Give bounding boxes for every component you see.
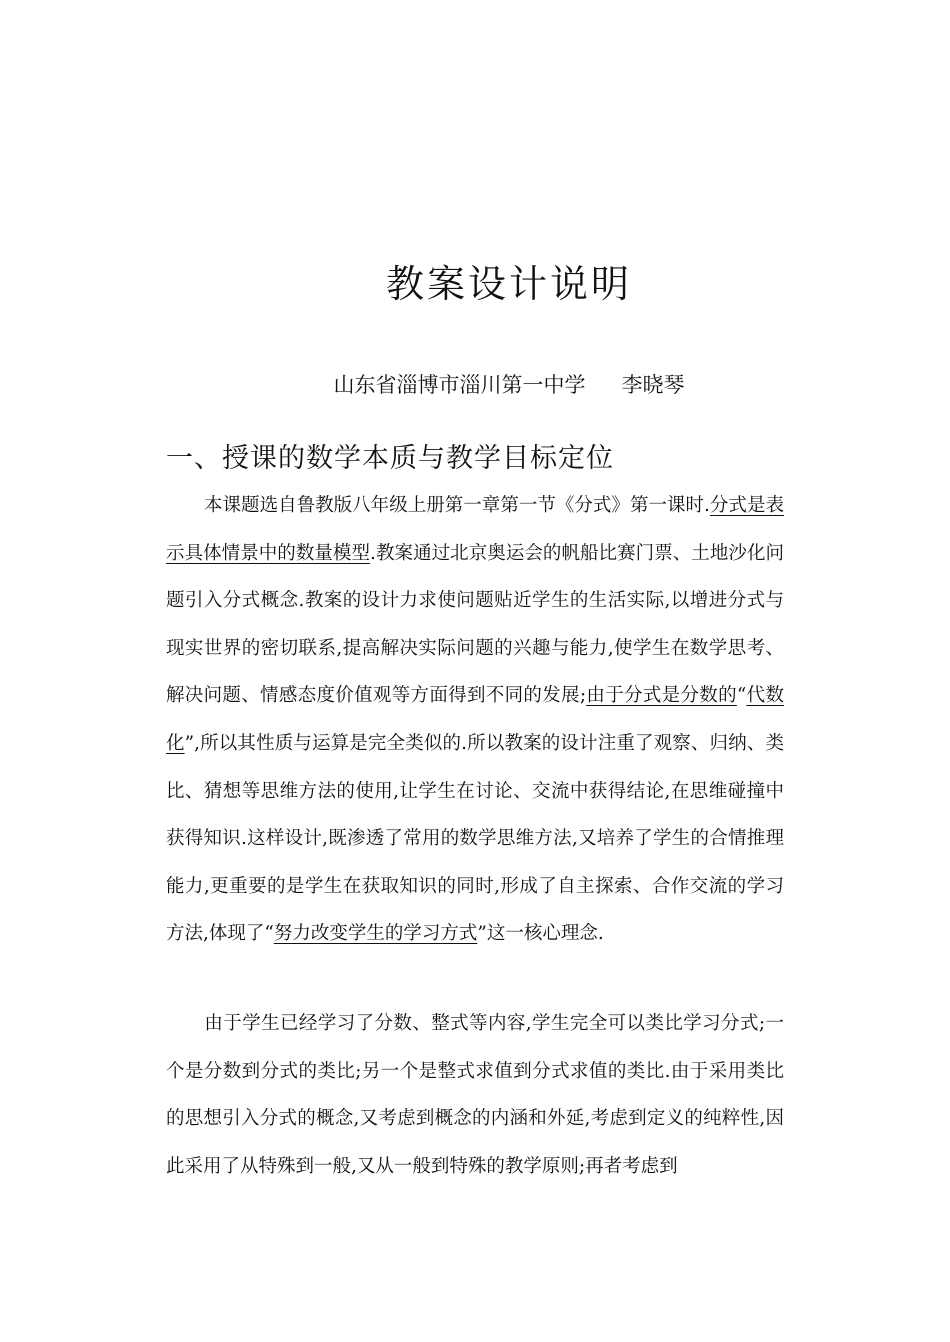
p1-underline-3: 代数化 (166, 685, 784, 754)
p1-text-4: ”,所以其性质与运算是完全类似的.所以教案的设计注重了观察、归纳、类比、猜想等思维方法的使用,让学生在讨论、交流中获得结论,在思维碰撞中获得知识.这样设计,既渗透了常用的数学思维方法,又培养了学生的合情推理能力,更重要的是学生在获取知识的同时,形成了自主探索、合作交流的学习方法,体现了“ (166, 732, 784, 945)
p1-text-5: ”这一核心理念. (477, 923, 604, 945)
p1-underline-1: 分式是表示具体情景中的数量模型 (166, 495, 784, 564)
p1-text-2: .教案通过北京奥运会的帆船比赛门票、土地沙化问题引入分式概念.教案的设计力求使问题贴近学生的生活实际,以增进分式与现实世界的密切联系,提高解决实际问题的兴趣与能力,使学生在数学思考、解决问题、情感态度价值观等方面得到不同的发展; (166, 542, 784, 707)
author-name: 李晓琴 (621, 373, 685, 397)
paragraph-2 (166, 1000, 784, 1190)
section-heading: 一、授课的数学本质与教学目标定位 (166, 443, 614, 474)
school-name: 山东省淄博市淄川第一中学 (333, 373, 586, 397)
byline (34, 370, 950, 400)
paragraph-1 (166, 482, 784, 958)
p1-text-1: 本课题选自鲁教版八年级上册第一章第一节《分式》第一课时. (204, 495, 710, 516)
p1-text-3: “ (736, 685, 747, 707)
p2-text: 由于学生已经学习了分数、整式等内容,学生完全可以类比学习分式;一个是分数到分式的类比;另一个是整式求值到分式求值的类比.由于采用类比的思想引入分式的概念,又考虑到概念的内涵和外延,考虑到定义的纯粹性,因此采用了从特殊到一般,又从一般到特殊的教学原则;再者考虑到 (166, 1013, 784, 1177)
p1-underline-2: 由于分式是分数的 (586, 685, 737, 707)
p1-underline-4: 努力改变学生的学习方式 (273, 923, 478, 945)
document-title: 教案设计说明 (385, 262, 632, 306)
